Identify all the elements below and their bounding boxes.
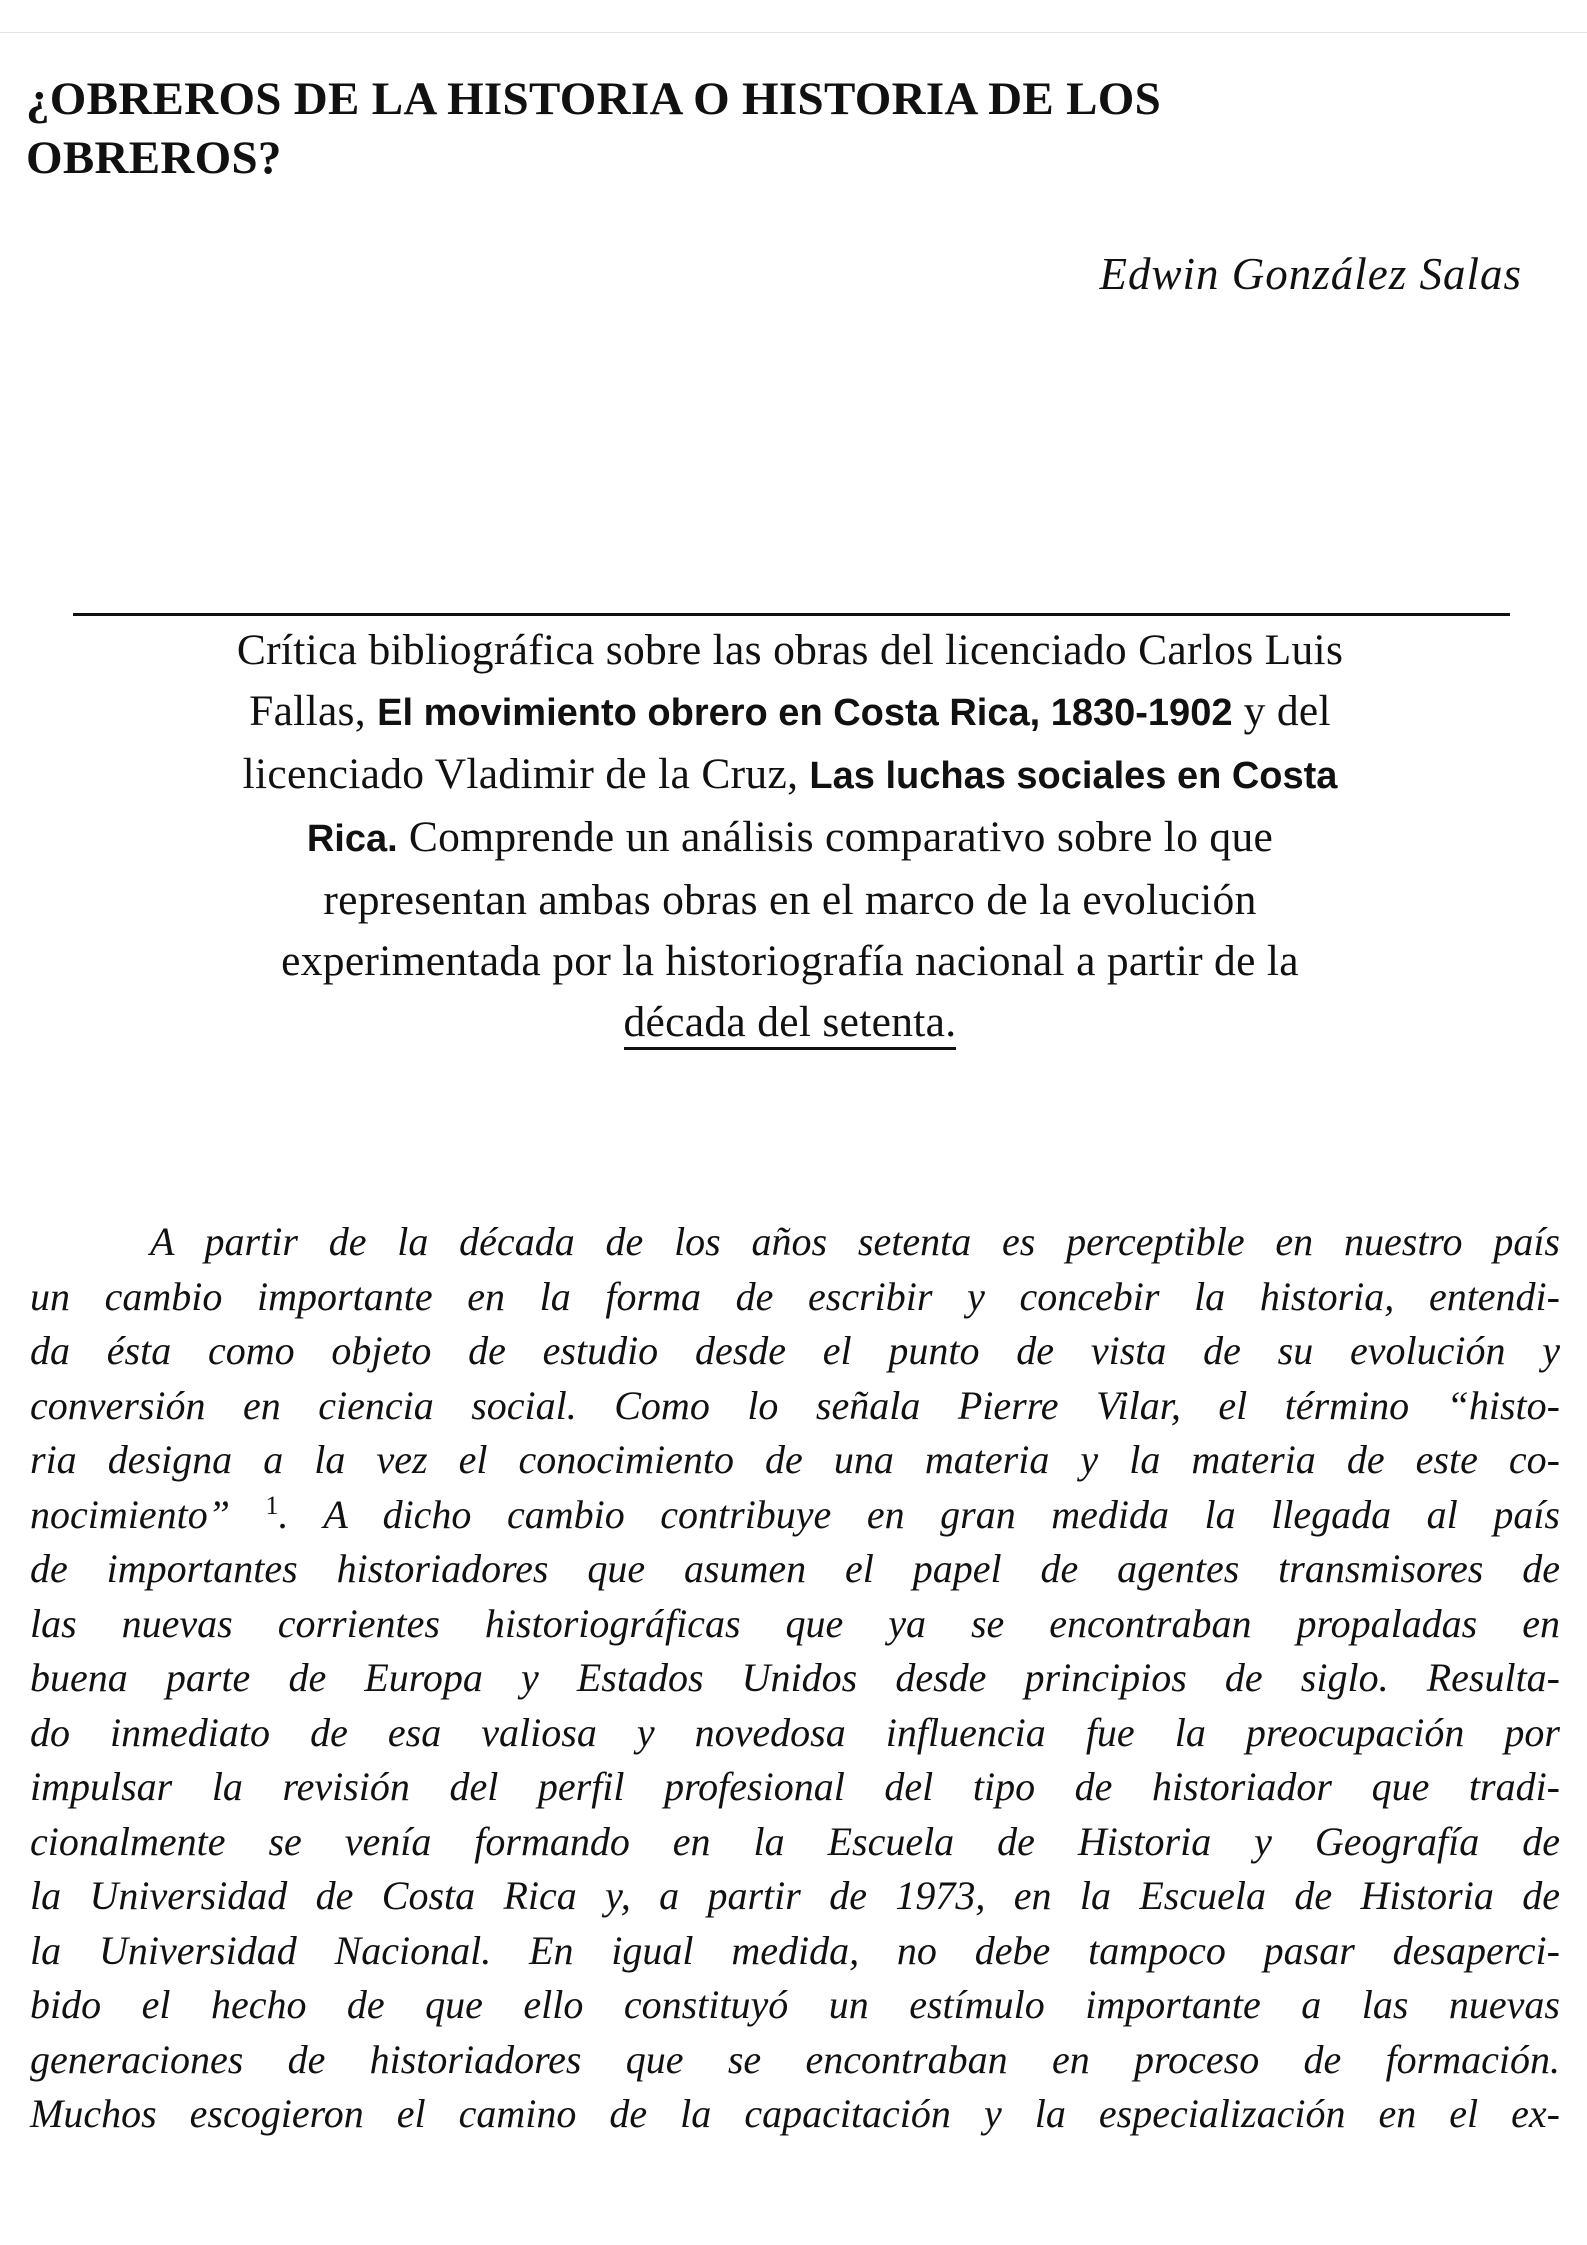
book-title-luchas-sociales-part2: Rica.	[306, 818, 398, 860]
abstract-text: experimentada por la historiografía nacional a partir de la	[281, 937, 1299, 985]
body-line: impulsar la revisión del perfil profesional del tipo de historiador que tradi-	[30, 1764, 1560, 1809]
abstract-line	[60, 931, 1520, 992]
abstract-final-underlined: década del setenta.	[624, 998, 957, 1050]
body-line: ria designa a la vez el conocimiento de una materia y la materia de este co-	[30, 1437, 1560, 1482]
body-line: bido el hecho de que ello constituyó un estímulo importante a las nuevas	[30, 1982, 1560, 2027]
body-line: un cambio importante en la forma de escribir y concebir la historia, entendi-	[30, 1273, 1560, 1319]
article-title-line-1: ¿OBREROS DE LA HISTORIA O HISTORIA DE LOS	[26, 73, 1162, 125]
abstract-line	[60, 807, 1520, 870]
body-line: Muchos escogieron el camino de la capacitación y la especialización en el ex-	[30, 2091, 1560, 2136]
body-line: de importantes historiadores que asumen el papel de agentes transmisores de	[30, 1546, 1560, 1591]
body-line: A partir de la década de los años setenta es perceptible en nuestro país	[150, 1219, 1560, 1264]
body-text: . A dicho cambio contribuye en gran medida la llegada al país	[278, 1491, 1560, 1537]
abstract-text: licenciado Vladimir de la Cruz,	[242, 750, 810, 798]
body-line: do inmediato de esa valiosa y novedosa influencia fue la preocupación por	[30, 1709, 1560, 1755]
body-line	[30, 1488, 1560, 1543]
abstract-text: Comprende un análisis comparativo sobre lo que	[397, 813, 1274, 861]
body-line: cionalmente se venía formando en la Escuela de Historia y Geografía de	[30, 1818, 1560, 1864]
article-title-line-2: OBREROS?	[26, 132, 282, 184]
abstract-text: y del	[1232, 687, 1331, 735]
body-line: las nuevas corrientes historiográficas que ya se encontraban propaladas en	[30, 1600, 1560, 1646]
body-line: la Universidad de Costa Rica y, a partir de 1973, en la Escuela de Historia de	[30, 1873, 1560, 1918]
abstract-line	[60, 681, 1520, 744]
book-title-movimiento-obrero: El movimiento obrero en Costa Rica, 1830-1902	[377, 692, 1233, 734]
abstract-line	[60, 744, 1520, 807]
abstract-line	[60, 992, 1520, 1053]
abstract-block	[60, 620, 1520, 1053]
body-line: la Universidad Nacional. En igual medida, no debe tampoco pasar desaperci-	[30, 1927, 1560, 1973]
article-title	[26, 70, 1446, 188]
abstract-text: representan ambas obras en el marco de la evolución	[323, 876, 1257, 924]
abstract-text: Fallas,	[249, 687, 378, 735]
body-text: nocimiento”	[30, 1491, 266, 1537]
body-line: generaciones de historiadores que se encontraban en proceso de formación.	[30, 2036, 1560, 2082]
body-paragraph	[30, 1215, 1560, 2142]
abstract-text: Crítica bibliográfica sobre las obras del licenciado Carlos Luis	[236, 626, 1344, 674]
page-top-edge	[0, 32, 1587, 33]
abstract-line	[60, 870, 1520, 931]
body-line: conversión en ciencia social. Como lo señala Pierre Vilar, el término “histo-	[30, 1382, 1560, 1428]
abstract-line	[60, 620, 1520, 681]
author-name: Edwin González Salas	[1099, 249, 1522, 299]
abstract-top-rule	[73, 613, 1510, 616]
body-line: buena parte de Europa y Estados Unidos desde principios de siglo. Resulta-	[30, 1655, 1560, 1700]
body-line: da ésta como objeto de estudio desde el punto de vista de su evolución y	[30, 1328, 1560, 1373]
footnote-marker[interactable]: 1	[265, 1490, 279, 1520]
book-title-luchas-sociales-part1: Las luchas sociales en Costa	[809, 755, 1338, 797]
